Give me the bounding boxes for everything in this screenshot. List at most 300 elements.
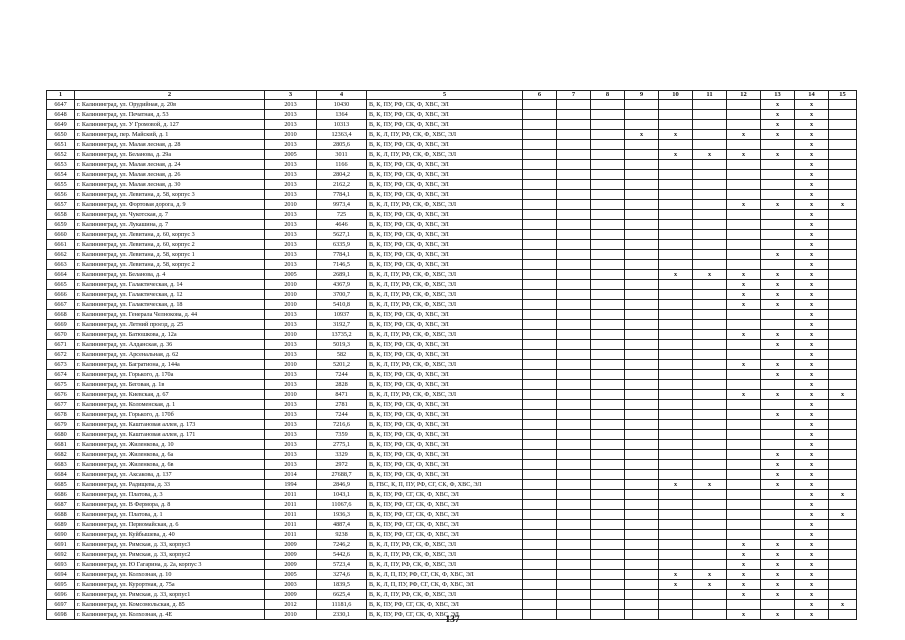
mark-cell-col-10 <box>659 110 693 120</box>
mark-cell-col-13 <box>761 530 795 540</box>
mark-cell-col-14: x <box>795 260 829 270</box>
address-cell: г. Калининград, ул. Беланова, д. 4 <box>75 270 265 280</box>
area-cell: 5019,3 <box>317 340 367 350</box>
row-number-cell: 6677 <box>47 400 75 410</box>
mark-cell-col-7 <box>557 430 591 440</box>
work-types-cell: В, К, ПУ, РФ, СК, Ф, ХВС, ЭЛ <box>367 100 523 110</box>
mark-cell-col-15 <box>829 570 857 580</box>
mark-cell-col-6 <box>523 470 557 480</box>
work-types-cell: В, К, ПУ, РФ, СК, Ф, ХВС, ЭЛ <box>367 420 523 430</box>
mark-cell-col-11 <box>693 220 727 230</box>
table-row <box>47 110 857 120</box>
address-cell: г. Калининград, ул. Платова, д. 1 <box>75 510 265 520</box>
mark-cell-col-9 <box>625 220 659 230</box>
mark-cell-col-8 <box>591 350 625 360</box>
mark-cell-col-6 <box>523 220 557 230</box>
mark-cell-col-11 <box>693 320 727 330</box>
mark-cell-col-13: x <box>761 570 795 580</box>
table-row <box>47 580 857 590</box>
mark-cell-col-12: x <box>727 130 761 140</box>
mark-cell-col-15 <box>829 430 857 440</box>
mark-cell-col-10 <box>659 600 693 610</box>
address-cell: г. Калининград, ул. Римская, д. 33, корпус1 <box>75 590 265 600</box>
area-cell: 1839,5 <box>317 580 367 590</box>
mark-cell-col-12 <box>727 100 761 110</box>
work-types-cell: В, К, ПУ, РФ, СК, Ф, ХВС, ЭЛ <box>367 450 523 460</box>
mark-cell-col-10 <box>659 350 693 360</box>
mark-cell-col-13: x <box>761 560 795 570</box>
mark-cell-col-9 <box>625 520 659 530</box>
mark-cell-col-14: x <box>795 120 829 130</box>
mark-cell-col-11 <box>693 110 727 120</box>
mark-cell-col-6 <box>523 320 557 330</box>
mark-cell-col-8 <box>591 460 625 470</box>
address-cell: г. Калининград, ул. Галактическая, д. 12 <box>75 290 265 300</box>
table-row <box>47 230 857 240</box>
address-cell: г. Калининград, ул. Малая лесная, д. 24 <box>75 160 265 170</box>
mark-cell-col-9: x <box>625 130 659 140</box>
row-number-cell: 6654 <box>47 170 75 180</box>
mark-cell-col-14: x <box>795 350 829 360</box>
area-cell: 10313 <box>317 120 367 130</box>
mark-cell-col-10 <box>659 360 693 370</box>
address-cell: г. Калининград, ул. Римская, д. 33, корпус2 <box>75 550 265 560</box>
mark-cell-col-12 <box>727 440 761 450</box>
column-header-15: 15 <box>829 91 857 100</box>
mark-cell-col-14: x <box>795 150 829 160</box>
work-types-cell: В, К, Л, ПУ, РФ, СК, Ф, ХВС, ЭЛ <box>367 130 523 140</box>
area-cell: 3329 <box>317 450 367 460</box>
table-row <box>47 280 857 290</box>
mark-cell-col-8 <box>591 230 625 240</box>
mark-cell-col-11 <box>693 560 727 570</box>
table-row <box>47 520 857 530</box>
work-types-cell: В, К, ПУ, РФ, СК, Ф, ХВС, ЭЛ <box>367 440 523 450</box>
mark-cell-col-8 <box>591 500 625 510</box>
row-number-cell: 6682 <box>47 450 75 460</box>
table-row <box>47 120 857 130</box>
mark-cell-col-7 <box>557 350 591 360</box>
mark-cell-col-10 <box>659 260 693 270</box>
column-header-12: 12 <box>727 91 761 100</box>
mark-cell-col-9 <box>625 360 659 370</box>
table-row <box>47 490 857 500</box>
area-cell: 2330,1 <box>317 610 367 620</box>
address-cell: г. Калининград, ул. Каштановая аллея, д. 173 <box>75 420 265 430</box>
mark-cell-col-14: x <box>795 610 829 620</box>
mark-cell-col-6 <box>523 580 557 590</box>
work-types-cell: В, К, ПУ, РФ, СК, Ф, ХВС, ЭЛ <box>367 350 523 360</box>
mark-cell-col-6 <box>523 200 557 210</box>
work-types-cell: В, К, Л, ПУ, РФ, СК, Ф, ХВС, ЭЛ <box>367 550 523 560</box>
mark-cell-col-12: x <box>727 540 761 550</box>
row-number-cell: 6660 <box>47 230 75 240</box>
area-cell: 725 <box>317 210 367 220</box>
mark-cell-col-12 <box>727 350 761 360</box>
row-number-cell: 6698 <box>47 610 75 620</box>
work-types-cell: В, К, ПУ, РФ, СК, Ф, ХВС, ЭЛ <box>367 180 523 190</box>
mark-cell-col-7 <box>557 340 591 350</box>
mark-cell-col-9 <box>625 500 659 510</box>
mark-cell-col-8 <box>591 590 625 600</box>
mark-cell-col-11 <box>693 490 727 500</box>
mark-cell-col-15 <box>829 520 857 530</box>
mark-cell-col-7 <box>557 540 591 550</box>
area-cell: 3011 <box>317 150 367 160</box>
mark-cell-col-14: x <box>795 240 829 250</box>
mark-cell-col-10 <box>659 330 693 340</box>
work-types-cell: В, К, Л, ПУ, РФ, СК, Ф, ХВС, ЭЛ <box>367 390 523 400</box>
row-number-cell: 6696 <box>47 590 75 600</box>
mark-cell-col-15: x <box>829 200 857 210</box>
mark-cell-col-8 <box>591 430 625 440</box>
area-cell: 7784,1 <box>317 250 367 260</box>
table-row <box>47 380 857 390</box>
mark-cell-col-7 <box>557 490 591 500</box>
mark-cell-col-7 <box>557 320 591 330</box>
mark-cell-col-8 <box>591 150 625 160</box>
row-number-cell: 6681 <box>47 440 75 450</box>
work-types-cell: В, К, ПУ, РФ, СК, Ф, ХВС, ЭЛ <box>367 140 523 150</box>
mark-cell-col-14: x <box>795 500 829 510</box>
work-types-cell: В, К, Л, ПУ, РФ, СК, Ф, ХВС, ЭЛ <box>367 290 523 300</box>
mark-cell-col-14: x <box>795 140 829 150</box>
mark-cell-col-10 <box>659 530 693 540</box>
row-number-cell: 6661 <box>47 240 75 250</box>
mark-cell-col-11 <box>693 550 727 560</box>
mark-cell-col-11 <box>693 350 727 360</box>
mark-cell-col-8 <box>591 100 625 110</box>
mark-cell-col-9 <box>625 560 659 570</box>
mark-cell-col-15 <box>829 530 857 540</box>
mark-cell-col-7 <box>557 560 591 570</box>
mark-cell-col-7 <box>557 410 591 420</box>
address-cell: г. Калининград, ул. Комсомольская, д. 85 <box>75 600 265 610</box>
mark-cell-col-6 <box>523 330 557 340</box>
mark-cell-col-14: x <box>795 340 829 350</box>
row-number-cell: 6652 <box>47 150 75 160</box>
mark-cell-col-12: x <box>727 570 761 580</box>
area-cell: 13735,2 <box>317 330 367 340</box>
mark-cell-col-15 <box>829 120 857 130</box>
area-cell: 2972 <box>317 460 367 470</box>
mark-cell-col-12 <box>727 500 761 510</box>
mark-cell-col-11 <box>693 410 727 420</box>
mark-cell-col-10 <box>659 160 693 170</box>
mark-cell-col-6 <box>523 170 557 180</box>
work-types-cell: В, К, ПУ, РФ, СК, Ф, ХВС, ЭЛ <box>367 430 523 440</box>
mark-cell-col-11: x <box>693 150 727 160</box>
mark-cell-col-8 <box>591 530 625 540</box>
mark-cell-col-8 <box>591 380 625 390</box>
mark-cell-col-6 <box>523 390 557 400</box>
address-cell: г. Калининград, ул. Багратиона, д. 144а <box>75 360 265 370</box>
mark-cell-col-15 <box>829 300 857 310</box>
address-cell: г. Калининград, ул. В Фермора, д. 8 <box>75 500 265 510</box>
row-number-cell: 6666 <box>47 290 75 300</box>
address-cell: г. Калининград, ул. Платова, д. 3 <box>75 490 265 500</box>
year-cell: 2013 <box>265 180 317 190</box>
mark-cell-col-15: x <box>829 510 857 520</box>
mark-cell-col-10: x <box>659 580 693 590</box>
mark-cell-col-6 <box>523 260 557 270</box>
work-types-cell: В, К, ПУ, РФ, СК, Ф, ХВС, ЭЛ <box>367 400 523 410</box>
mark-cell-col-14: x <box>795 300 829 310</box>
year-cell: 2010 <box>265 300 317 310</box>
address-cell: г. Калининград, ул. Радищева, д. 33 <box>75 480 265 490</box>
mark-cell-col-6 <box>523 100 557 110</box>
address-cell: г. Калининград, ул. Батюшкова, д. 12а <box>75 330 265 340</box>
year-cell: 2010 <box>265 610 317 620</box>
mark-cell-col-15: x <box>829 600 857 610</box>
mark-cell-col-7 <box>557 580 591 590</box>
mark-cell-col-13 <box>761 220 795 230</box>
mark-cell-col-15 <box>829 100 857 110</box>
area-cell: 7146,5 <box>317 260 367 270</box>
mark-cell-col-11 <box>693 530 727 540</box>
area-cell: 5442,6 <box>317 550 367 560</box>
column-header-9: 9 <box>625 91 659 100</box>
mark-cell-col-11 <box>693 200 727 210</box>
mark-cell-col-14: x <box>795 470 829 480</box>
mark-cell-col-14: x <box>795 570 829 580</box>
mark-cell-col-13: x <box>761 590 795 600</box>
row-number-cell: 6669 <box>47 320 75 330</box>
mark-cell-col-13: x <box>761 390 795 400</box>
mark-cell-col-12 <box>727 400 761 410</box>
column-header-7: 7 <box>557 91 591 100</box>
table-header <box>47 91 857 100</box>
mark-cell-col-8 <box>591 440 625 450</box>
address-cell: г. Калининград, ул. Лукашина, д. 7 <box>75 220 265 230</box>
table-row <box>47 430 857 440</box>
row-number-cell: 6659 <box>47 220 75 230</box>
mark-cell-col-7 <box>557 480 591 490</box>
table-row <box>47 340 857 350</box>
area-cell: 1043,1 <box>317 490 367 500</box>
mark-cell-col-12: x <box>727 610 761 620</box>
column-header-6: 6 <box>523 91 557 100</box>
table-row <box>47 560 857 570</box>
area-cell: 2781 <box>317 400 367 410</box>
mark-cell-col-10 <box>659 560 693 570</box>
mark-cell-col-14: x <box>795 190 829 200</box>
mark-cell-col-6 <box>523 290 557 300</box>
mark-cell-col-7 <box>557 260 591 270</box>
mark-cell-col-6 <box>523 460 557 470</box>
mark-cell-col-12 <box>727 190 761 200</box>
row-number-cell: 6694 <box>47 570 75 580</box>
mark-cell-col-9 <box>625 180 659 190</box>
mark-cell-col-11 <box>693 100 727 110</box>
mark-cell-col-9 <box>625 300 659 310</box>
table-row <box>47 150 857 160</box>
work-types-cell: В, К, ПУ, РФ, СГ, СК, Ф, ХВС, ЭЛ <box>367 610 523 620</box>
year-cell: 2010 <box>265 360 317 370</box>
table-row <box>47 410 857 420</box>
work-types-cell: В, К, Л, ПУ, РФ, СК, Ф, ХВС, ЭЛ <box>367 280 523 290</box>
year-cell: 2010 <box>265 390 317 400</box>
mark-cell-col-13: x <box>761 460 795 470</box>
work-types-cell: В, К, Л, ПУ, РФ, СК, Ф, ХВС, ЭЛ <box>367 150 523 160</box>
mark-cell-col-9 <box>625 240 659 250</box>
mark-cell-col-13: x <box>761 110 795 120</box>
row-number-cell: 6664 <box>47 270 75 280</box>
mark-cell-col-6 <box>523 540 557 550</box>
mark-cell-col-6 <box>523 590 557 600</box>
mark-cell-col-14: x <box>795 250 829 260</box>
mark-cell-col-8 <box>591 360 625 370</box>
area-cell: 3192,7 <box>317 320 367 330</box>
table-row <box>47 400 857 410</box>
mark-cell-col-7 <box>557 200 591 210</box>
table-row <box>47 500 857 510</box>
mark-cell-col-11 <box>693 420 727 430</box>
work-types-cell: В, К, ПУ, РФ, СГ, СК, Ф, ХВС, ЭЛ <box>367 530 523 540</box>
year-cell: 2014 <box>265 470 317 480</box>
mark-cell-col-8 <box>591 400 625 410</box>
mark-cell-col-7 <box>557 420 591 430</box>
row-number-cell: 6665 <box>47 280 75 290</box>
mark-cell-col-14: x <box>795 560 829 570</box>
work-types-cell: В, К, Л, ПУ, РФ, СК, Ф, ХВС, ЭЛ <box>367 590 523 600</box>
mark-cell-col-14: x <box>795 440 829 450</box>
area-cell: 10430 <box>317 100 367 110</box>
mark-cell-col-11 <box>693 310 727 320</box>
address-cell: г. Калининград, ул. Жиленкова, д. 6в <box>75 460 265 470</box>
mark-cell-col-14: x <box>795 520 829 530</box>
mark-cell-col-9 <box>625 210 659 220</box>
mark-cell-col-11: x <box>693 570 727 580</box>
mark-cell-col-6 <box>523 410 557 420</box>
mark-cell-col-7 <box>557 390 591 400</box>
area-cell: 4887,4 <box>317 520 367 530</box>
mark-cell-col-11: x <box>693 270 727 280</box>
mark-cell-col-14: x <box>795 320 829 330</box>
year-cell: 2013 <box>265 110 317 120</box>
address-cell: г. Калининград, ул. Курортная, д. 75а <box>75 580 265 590</box>
column-header-10: 10 <box>659 91 693 100</box>
mark-cell-col-13: x <box>761 250 795 260</box>
mark-cell-col-8 <box>591 540 625 550</box>
mark-cell-col-11 <box>693 600 727 610</box>
mark-cell-col-10 <box>659 510 693 520</box>
table-row <box>47 260 857 270</box>
mark-cell-col-9 <box>625 600 659 610</box>
mark-cell-col-11 <box>693 130 727 140</box>
mark-cell-col-11 <box>693 250 727 260</box>
mark-cell-col-10 <box>659 450 693 460</box>
address-cell: г. Калининград, ул. Беланова, д. 29а <box>75 150 265 160</box>
year-cell: 2010 <box>265 130 317 140</box>
address-cell: г. Калининград, ул. Горького, д. 170а <box>75 370 265 380</box>
row-number-cell: 6656 <box>47 190 75 200</box>
row-number-cell: 6653 <box>47 160 75 170</box>
mark-cell-col-11 <box>693 440 727 450</box>
mark-cell-col-11 <box>693 290 727 300</box>
row-number-cell: 6651 <box>47 140 75 150</box>
mark-cell-col-6 <box>523 150 557 160</box>
mark-cell-col-6 <box>523 440 557 450</box>
mark-cell-col-8 <box>591 330 625 340</box>
year-cell: 2013 <box>265 410 317 420</box>
mark-cell-col-7 <box>557 150 591 160</box>
mark-cell-col-15 <box>829 190 857 200</box>
mark-cell-col-9 <box>625 480 659 490</box>
mark-cell-col-12 <box>727 230 761 240</box>
mark-cell-col-12 <box>727 240 761 250</box>
mark-cell-col-10 <box>659 210 693 220</box>
mark-cell-col-9 <box>625 380 659 390</box>
mark-cell-col-14: x <box>795 180 829 190</box>
mark-cell-col-12 <box>727 250 761 260</box>
mark-cell-col-12 <box>727 120 761 130</box>
mark-cell-col-8 <box>591 140 625 150</box>
table-row <box>47 200 857 210</box>
work-types-cell: В, К, ПУ, РФ, СК, Ф, ХВС, ЭЛ <box>367 110 523 120</box>
year-cell: 2010 <box>265 290 317 300</box>
address-cell: г. Калининград, ул. Колхозная, д. 10 <box>75 570 265 580</box>
mark-cell-col-6 <box>523 420 557 430</box>
year-cell: 2013 <box>265 260 317 270</box>
address-cell: г. Калининград, ул. Левитана, д. 58, корпус 1 <box>75 250 265 260</box>
mark-cell-col-10 <box>659 220 693 230</box>
year-cell: 2013 <box>265 380 317 390</box>
table-row <box>47 530 857 540</box>
work-types-cell: В, К, ПУ, РФ, СК, Ф, ХВС, ЭЛ <box>367 410 523 420</box>
table-row <box>47 320 857 330</box>
mark-cell-col-8 <box>591 200 625 210</box>
mark-cell-col-13 <box>761 380 795 390</box>
mark-cell-col-7 <box>557 300 591 310</box>
address-cell: г. Калининград, ул. Малая лесная, д. 30 <box>75 180 265 190</box>
work-types-cell: В, К, Л, ПУ, РФ, СК, Ф, ХВС, ЭЛ <box>367 200 523 210</box>
year-cell: 2013 <box>265 160 317 170</box>
work-types-cell: В, К, ПУ, РФ, СГ, СК, Ф, ХВС, ЭЛ <box>367 500 523 510</box>
row-number-cell: 6697 <box>47 600 75 610</box>
mark-cell-col-11 <box>693 500 727 510</box>
mark-cell-col-10 <box>659 250 693 260</box>
mark-cell-col-13: x <box>761 610 795 620</box>
mark-cell-col-7 <box>557 180 591 190</box>
column-header-3: 3 <box>265 91 317 100</box>
mark-cell-col-14: x <box>795 530 829 540</box>
mark-cell-col-8 <box>591 280 625 290</box>
year-cell: 2013 <box>265 370 317 380</box>
mark-cell-col-9 <box>625 250 659 260</box>
mark-cell-col-15 <box>829 240 857 250</box>
mark-cell-col-9 <box>625 510 659 520</box>
area-cell: 27688,7 <box>317 470 367 480</box>
mark-cell-col-8 <box>591 560 625 570</box>
mark-cell-col-7 <box>557 220 591 230</box>
mark-cell-col-14: x <box>795 460 829 470</box>
mark-cell-col-9 <box>625 110 659 120</box>
column-header-1: 1 <box>47 91 75 100</box>
mark-cell-col-8 <box>591 290 625 300</box>
mark-cell-col-13: x <box>761 540 795 550</box>
mark-cell-col-11 <box>693 340 727 350</box>
mark-cell-col-7 <box>557 210 591 220</box>
address-cell: г. Калининград, ул. Галактическая, д. 14 <box>75 280 265 290</box>
mark-cell-col-12 <box>727 180 761 190</box>
address-cell: г. Калининград, ул. Колхозная, д. 4Е <box>75 610 265 620</box>
column-header-13: 13 <box>761 91 795 100</box>
mark-cell-col-15 <box>829 470 857 480</box>
mark-cell-col-15 <box>829 370 857 380</box>
table-row <box>47 600 857 610</box>
mark-cell-col-11 <box>693 230 727 240</box>
